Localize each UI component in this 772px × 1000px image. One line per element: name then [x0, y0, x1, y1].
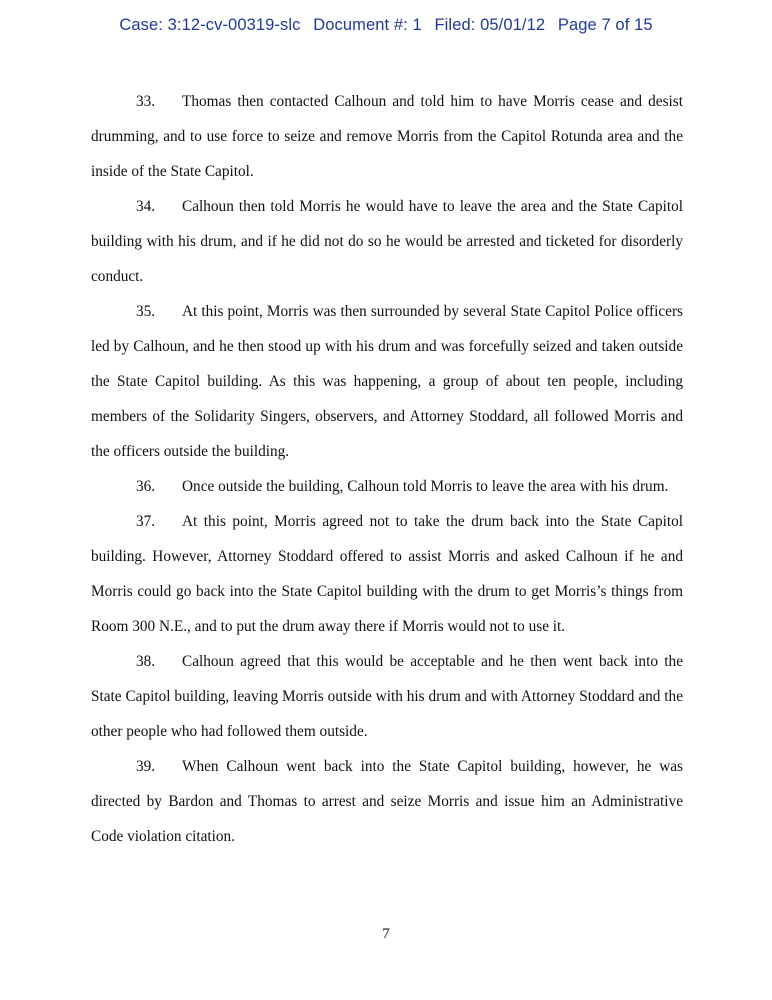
- paragraph-text: At this point, Morris was then surrounded by several State Capitol Police officers led by Calhoun, and he then stood up with his drum and was forcefully seized and taken outside the State Capitol building. As this was happening, a group of about ten people, including members of the Solidarity Singers, observers, and Attorney Stoddard, all followed Morris and the officers outside the building.: [91, 303, 683, 460]
- paragraph-33: [91, 84, 683, 189]
- paragraph-text: At this point, Morris agreed not to take the drum back into the State Capitol building. However, Attorney Stoddard offered to assist Morris and asked Calhoun if he and Morris could go back into the State Capitol building with the drum to get Morris’s things from Room 300 N.E., and to put the drum away there if Morris would not to use it.: [91, 513, 683, 635]
- paragraph-number: 35.: [136, 303, 156, 320]
- paragraph-35: [91, 294, 683, 469]
- paragraph-text: Calhoun agreed that this would be acceptable and he then went back into the State Capitol building, leaving Morris outside with his drum and with Attorney Stoddard and the other people who had followed them outside.: [91, 653, 683, 740]
- document-number: Document #: 1: [313, 16, 422, 34]
- document-body: [91, 84, 683, 854]
- paragraph-number: 37.: [136, 513, 156, 530]
- filed-date: Filed: 05/01/12: [434, 16, 546, 34]
- paragraph-number: 33.: [136, 93, 156, 110]
- paragraph-39: [91, 749, 683, 854]
- page-indicator: Page 7 of 15: [557, 16, 653, 34]
- paragraph-38: [91, 644, 683, 749]
- paragraph-number: 39.: [136, 758, 156, 775]
- case-header: [0, 16, 772, 35]
- paragraph-number: 38.: [136, 653, 156, 670]
- paragraph-text: When Calhoun went back into the State Capitol building, however, he was directed by Bardon and Thomas to arrest and seize Morris and issue him an Administrative Code violation citation.: [91, 758, 683, 845]
- page-number: 7: [382, 926, 390, 942]
- paragraph-text: Once outside the building, Calhoun told Morris to leave the area with his drum.: [182, 478, 669, 495]
- paragraph-37: [91, 504, 683, 644]
- paragraph-text: Thomas then contacted Calhoun and told him to have Morris cease and desist drumming, and to use force to seize and remove Morris from the Capitol Rotunda area and the inside of the State Capitol.: [91, 93, 683, 180]
- paragraph-34: [91, 189, 683, 294]
- paragraph-number: 36.: [136, 478, 156, 495]
- paragraph-36: [91, 469, 683, 504]
- case-number: Case: 3:12-cv-00319-slc: [119, 16, 301, 34]
- paragraph-number: 34.: [136, 198, 156, 215]
- paragraph-text: Calhoun then told Morris he would have to leave the area and the State Capitol building with his drum, and if he did not do so he would be arrested and ticketed for disorderly conduct.: [91, 198, 683, 285]
